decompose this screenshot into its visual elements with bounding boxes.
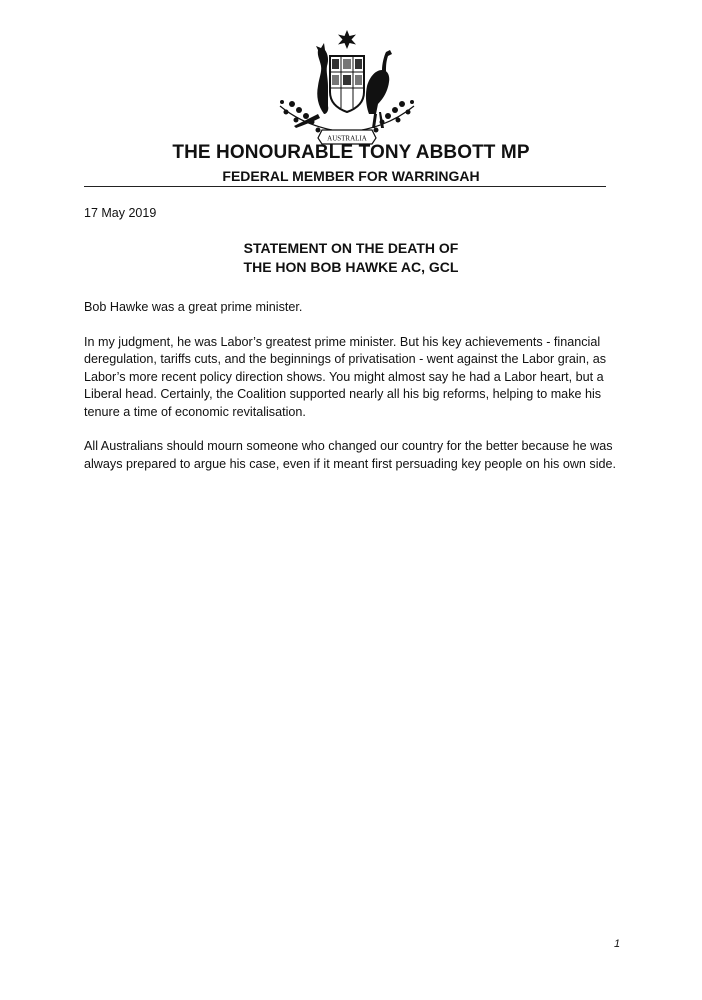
kangaroo bbox=[294, 43, 328, 128]
coat-of-arms-logo bbox=[272, 26, 422, 154]
member-name-heading: THE HONOURABLE TONY ABBOTT MP bbox=[172, 142, 530, 163]
body-paragraph-2: In my judgment, he was Labor’s greatest prime minister. But his key achievements - financial deregulation, tariffs cuts, and the beginnings of privatisation - went against the Labor grain, as Labor’s more recent policy direction shows. You might almost say he had a Labor heart, but a Liberal head. Certainly, the Coalition supported nearly all his big reforms, helping to make his tenure a time of economic revitalisation. bbox=[84, 334, 607, 419]
statement-body bbox=[84, 299, 624, 490]
member-seat-subheading: FEDERAL MEMBER FOR WARRINGAH bbox=[222, 168, 480, 184]
statement-title-line-2: THE HON BOB HAWKE AC, GCL bbox=[243, 259, 459, 275]
header-divider bbox=[84, 186, 606, 187]
page-number: 1 bbox=[614, 938, 621, 950]
body-paragraph-3: All Australians should mourn someone who changed our country for the better because he was always prepared to argue his case, even if it meant first persuading key people on his own side. bbox=[84, 439, 617, 471]
body-paragraph-1: Bob Hawke was a great prime minister. bbox=[84, 300, 303, 314]
commonwealth-star bbox=[338, 30, 356, 49]
statement-title bbox=[0, 239, 702, 277]
statement-title-line-1: STATEMENT ON THE DEATH OF bbox=[243, 240, 459, 256]
scroll-text: AUSTRALIA bbox=[327, 134, 367, 143]
statement-date: 17 May 2019 bbox=[84, 206, 157, 220]
